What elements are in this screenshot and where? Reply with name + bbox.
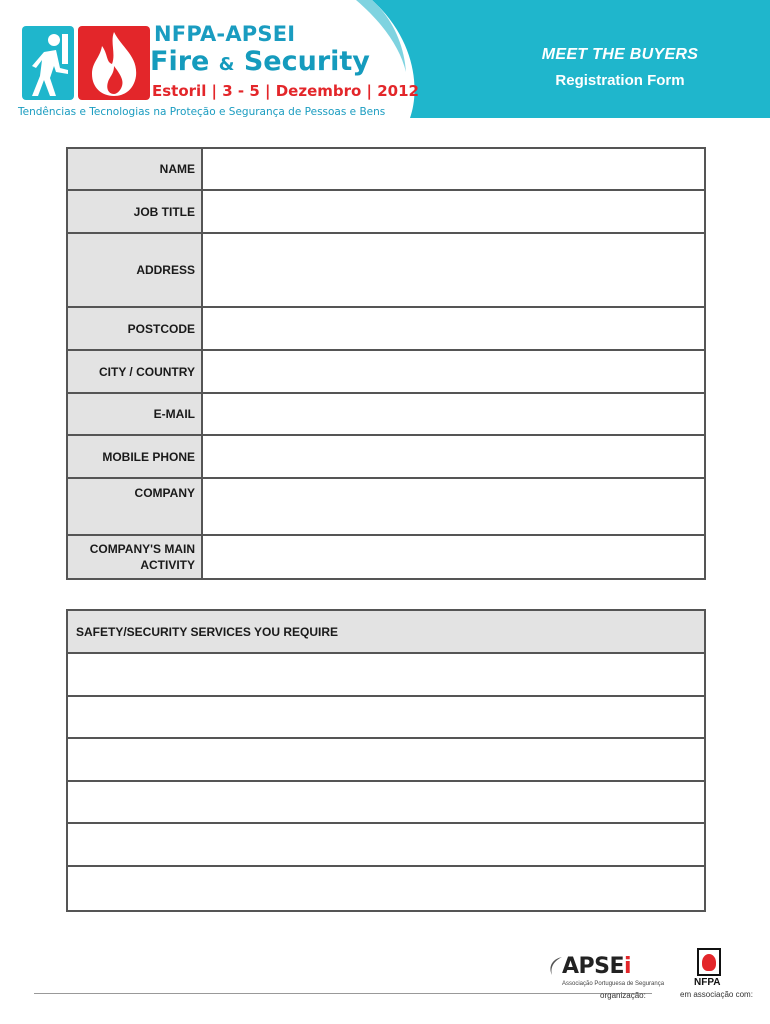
service-row[interactable] xyxy=(68,697,704,740)
fire-icon xyxy=(78,26,150,100)
services-table xyxy=(66,609,706,912)
service-row[interactable] xyxy=(68,867,704,910)
form-row-company xyxy=(68,479,704,536)
form-row-name xyxy=(68,149,704,191)
service-row[interactable] xyxy=(68,654,704,697)
nfpa-role: em associação com: xyxy=(680,990,753,999)
nfpa-flame-icon xyxy=(697,948,721,976)
city-country-field[interactable] xyxy=(203,351,704,392)
mobile-phone-field[interactable] xyxy=(203,436,704,477)
apsei-name-main: APSE xyxy=(562,954,625,979)
form-row-email xyxy=(68,394,704,436)
company-field[interactable] xyxy=(203,479,704,534)
person-exit-icon xyxy=(22,26,74,100)
field-label: JOB TITLE xyxy=(68,191,203,232)
form-row-mobile-phone xyxy=(68,436,704,479)
form-row-postcode xyxy=(68,308,704,351)
field-label: COMPANY'S MAIN ACTIVITY xyxy=(68,536,203,578)
apsei-role: organização: xyxy=(600,991,646,1000)
field-label: POSTCODE xyxy=(68,308,203,349)
address-field[interactable] xyxy=(203,234,704,306)
job-title-field[interactable] xyxy=(203,191,704,232)
apsei-name xyxy=(562,954,631,979)
field-label: CITY / COUNTRY xyxy=(68,351,203,392)
field-label: NAME xyxy=(68,149,203,189)
field-label: MOBILE PHONE xyxy=(68,436,203,477)
event-logo xyxy=(18,22,419,118)
apsei-logo xyxy=(548,951,666,999)
main-activity-field[interactable] xyxy=(203,536,704,578)
form-row-city-country xyxy=(68,351,704,394)
logo-subtitle xyxy=(150,46,370,77)
logo-dates: Estoril | 3 - 5 | Dezembro | 2012 xyxy=(152,82,419,100)
form-row-main-activity xyxy=(68,536,704,578)
form-row-job-title xyxy=(68,191,704,234)
service-row[interactable] xyxy=(68,739,704,782)
logo-tagline: Tendências e Tecnologias na Proteção e Segurança de Pessoas e Bens xyxy=(18,106,386,118)
field-label: ADDRESS xyxy=(68,234,203,306)
service-row[interactable] xyxy=(68,782,704,825)
apsei-name-i: i xyxy=(624,954,632,979)
services-header: SAFETY/SECURITY SERVICES YOU REQUIRE xyxy=(68,611,704,654)
postcode-field[interactable] xyxy=(203,308,704,349)
logo-title: NFPA-APSEI xyxy=(154,22,296,46)
field-label: E-MAIL xyxy=(68,394,203,434)
logo-amp: & xyxy=(218,54,235,75)
apsei-subtitle: Associação Portuguesa de Segurança xyxy=(562,981,665,987)
email-field[interactable] xyxy=(203,394,704,434)
page-title: MEET THE BUYERS xyxy=(541,46,699,63)
nfpa-name: NFPA xyxy=(694,977,721,988)
service-row[interactable] xyxy=(68,824,704,867)
page-subtitle: Registration Form xyxy=(555,72,685,89)
logo-security: Security xyxy=(243,46,370,77)
field-label: COMPANY xyxy=(68,479,203,534)
registration-form xyxy=(66,147,706,580)
logo-fire: Fire xyxy=(150,46,210,77)
nfpa-logo xyxy=(680,948,753,1000)
header-text xyxy=(520,46,720,89)
name-field[interactable] xyxy=(203,149,704,189)
form-row-address xyxy=(68,234,704,308)
